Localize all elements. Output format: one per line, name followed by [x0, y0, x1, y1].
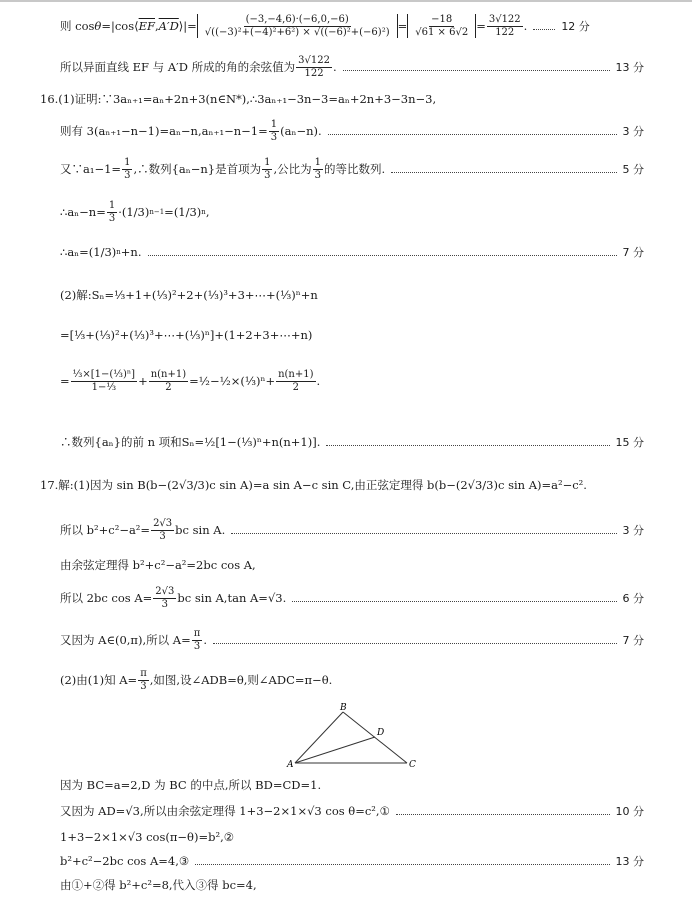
denominator: 3 [159, 530, 166, 542]
numerator: π [193, 628, 201, 639]
leader-dots [391, 171, 616, 173]
text: =|cos⟨ [101, 19, 139, 33]
denominator: √61 × 6√2 [415, 26, 469, 38]
text: ,公比为 [273, 162, 312, 176]
text: + [138, 374, 148, 388]
line-a-equals-pi-3 [60, 624, 644, 656]
text: 又∵a₁−1= [60, 162, 122, 176]
denominator: 3 [140, 680, 147, 692]
line-an-minus-n [60, 196, 644, 228]
line-sn-definition [60, 280, 644, 310]
line-bc-result [60, 876, 644, 894]
text: =½−½×(⅓)ⁿ+ [189, 374, 276, 388]
score-label: 3 分 [622, 125, 644, 138]
numerator: n(n+1) [278, 369, 314, 380]
numerator: 2√3 [155, 586, 175, 597]
line-cosine-law [60, 556, 644, 574]
denominator: 122 [304, 67, 324, 79]
text: = [476, 19, 486, 33]
line-bc-midpoint [60, 776, 644, 794]
label-c: C [409, 760, 416, 770]
numerator: (−3,−4,6)·(−6,0,−6) [245, 14, 349, 25]
text: . [203, 633, 207, 647]
leader-dots [292, 600, 616, 602]
text: bc sin A,tan A=√3. [177, 591, 287, 605]
line-sn-result: = $\frac{\text{⅓×[1−(⅓)ⁿ]}}{\text{1−⅓}}$ + $\frac{n(n+1)}{2}$ =½−½×(⅓)ⁿ+ $\frac{n(n+1)}{2}$ . [60, 369, 321, 393]
denominator: 3 [270, 131, 278, 143]
fraction [151, 518, 174, 542]
fraction [269, 119, 279, 143]
numerator: n(n+1) [150, 369, 187, 380]
label-d: D [377, 728, 385, 738]
text: b²+c²−2bc cos A=4,③ [60, 854, 190, 868]
denominator: 3 [193, 640, 201, 652]
line-q17-start [40, 468, 644, 502]
leader-dots [328, 133, 617, 135]
fraction [122, 157, 132, 181]
text: 因为 BC=a=2,D 为 BC 的中点,所以 BD=CD=1. [60, 778, 322, 792]
text: = [164, 205, 174, 219]
numerator: π [140, 668, 147, 679]
score-label: 7 分 [622, 246, 644, 259]
theta: θ [94, 19, 102, 33]
text: . [523, 19, 528, 33]
line-sn-split [60, 320, 644, 350]
fraction [487, 14, 523, 38]
numerator: 1 [108, 200, 116, 211]
fraction [192, 628, 203, 652]
line-eq3 [60, 852, 644, 870]
numerator: 1 [270, 119, 278, 130]
denominator: √((−3)²+(−4)²+6²) × √((−6)²+(−6)²) [204, 26, 390, 38]
fraction [107, 200, 117, 224]
text: ⟩|= [178, 19, 197, 33]
text: 又因为 A∈(0,π),所以 A= [60, 633, 191, 647]
text: · [118, 205, 122, 219]
score-label: 5 分 [622, 163, 644, 176]
score-label: 3 分 [622, 524, 644, 537]
numerator: 2√3 [153, 518, 173, 529]
numerator: 1 [264, 157, 271, 168]
triangle-figure [285, 700, 425, 770]
fraction [153, 586, 176, 610]
top-border [0, 0, 692, 2]
text: ∴aₙ= [60, 245, 89, 259]
numerator: ⅓×[1−(⅓)ⁿ] [72, 369, 136, 380]
score-label: 6 分 [622, 592, 644, 605]
text: =[⅓+(⅓)²+(⅓)³+⋯+(⅓)ⁿ]+(1+2+3+⋯+n) [60, 328, 313, 342]
text: (1/3) [88, 245, 117, 259]
leader-dots [533, 28, 555, 30]
text: +n. [120, 245, 142, 259]
line-geometric-sequence [60, 154, 644, 184]
text: . [316, 374, 321, 388]
denominator: 3 [161, 598, 169, 610]
denominator: 3 [124, 169, 131, 181]
label-b: B [340, 703, 347, 713]
text: 则有 3(aₙ₊₁−n−1)=aₙ−n,aₙ₊₁−n−1= [60, 124, 268, 138]
line-cos-theta [60, 6, 644, 46]
exponent: n [201, 208, 206, 216]
line-eq2 [60, 828, 644, 846]
fraction [296, 55, 332, 79]
denominator: 3 [264, 169, 271, 181]
score-label: 10 分 [615, 805, 644, 818]
text: (2)由(1)知 A= [60, 673, 138, 687]
numerator: −18 [431, 14, 453, 25]
denominator: 2 [165, 381, 172, 393]
fraction [149, 369, 188, 393]
vector-ad: A′D [158, 19, 179, 33]
score-label: 7 分 [622, 634, 644, 647]
line-conclusion-cosine [60, 52, 644, 82]
line-sn-conclusion [60, 426, 644, 458]
leader-dots [396, 813, 610, 815]
text: ∴数列{aₙ}的前 n 项和Sₙ=½[1−(⅓)ⁿ+n(n+1)]. [60, 435, 321, 449]
text: . [332, 60, 337, 74]
abs-fraction-2 [407, 14, 476, 38]
numerator: 3√122 [488, 14, 521, 25]
text: , [205, 205, 210, 219]
fraction [71, 369, 137, 393]
line-tan-a [60, 582, 644, 614]
line-an-formula [60, 236, 644, 268]
text: ,∴数列{aₙ−n}是首项为 [133, 162, 262, 176]
leader-dots [343, 69, 610, 71]
score-label: 12 分 [561, 20, 590, 33]
score-label: 13 分 [615, 855, 644, 868]
line-part2-setup [60, 664, 644, 696]
text: bc sin A. [175, 523, 226, 537]
exponent: n [116, 248, 121, 256]
denominator: 122 [495, 26, 515, 38]
vector-ef: $\overline{EF}$ [138, 19, 155, 33]
numerator: 1 [124, 157, 131, 168]
text: 16.(1)证明:∵3aₙ₊₁=aₙ+2n+3(n∈N*),∴3aₙ₊₁−3n−3=aₙ+2n+3−3n−3, [40, 92, 437, 106]
leader-dots [326, 444, 609, 446]
denominator: 3 [108, 212, 116, 224]
text: 1+3−2×1×√3 cos(π−θ)=b²,② [60, 830, 235, 844]
fraction [262, 157, 272, 181]
text: 17.解:(1)因为 sin B(b−(2√3/3)c sin A)=a sin A−c sin C,由正弦定理得 b(b−(2√3/3)c sin A)=a²−c². [40, 478, 587, 492]
denominator: 3 [314, 169, 322, 181]
exponent: n−1 [149, 208, 165, 216]
numerator: 1 [314, 157, 322, 168]
leader-dots [195, 863, 609, 865]
fraction [138, 668, 149, 692]
text: ,如图,设∠ADB=θ,则∠ADC=π−θ. [149, 673, 333, 687]
line-q16-proof [40, 90, 644, 108]
fraction [276, 369, 315, 393]
numerator: 3√122 [298, 55, 330, 66]
text: (2)解:Sₙ=⅓+1+(⅓)²+2+(⅓)³+3+⋯+(⅓)ⁿ+n [60, 288, 318, 302]
text: = [397, 19, 408, 33]
line-b2c2a2 [60, 514, 644, 546]
line-recurrence [60, 116, 644, 146]
text: 由余弦定理得 b²+c²−a²=2bc cos A, [60, 558, 256, 572]
text: ∴aₙ−n= [60, 205, 106, 219]
leader-dots [231, 532, 616, 534]
text: 又因为 AD=√3,所以由余弦定理得 1+3−2×1×√3 cos θ=c²,① [60, 804, 390, 818]
abs-fraction-1 [197, 14, 398, 38]
leader-dots [213, 642, 617, 644]
fraction [313, 157, 323, 181]
label-a: A [287, 760, 294, 770]
text: 所以异面直线 EF 与 A′D 所成的角的余弦值为 [60, 60, 296, 74]
text: 则 cos [60, 19, 95, 33]
text: (aₙ−n). [280, 124, 322, 138]
score-label: 13 分 [615, 61, 644, 74]
line-eq1 [60, 802, 644, 820]
text: 的等比数列. [324, 162, 386, 176]
text: 所以 b²+c²−a²= [60, 523, 151, 537]
text: (1/3) [173, 205, 202, 219]
text: 所以 2bc cos A= [60, 591, 153, 605]
denominator: 2 [292, 381, 299, 393]
leader-dots [148, 254, 617, 256]
denominator: 1−⅓ [91, 381, 117, 393]
text: (1/3) [121, 205, 150, 219]
score-label: 15 分 [615, 436, 644, 449]
text: 由①+②得 b²+c²=8,代入③得 bc=4, [60, 878, 257, 892]
text: , [155, 19, 159, 33]
